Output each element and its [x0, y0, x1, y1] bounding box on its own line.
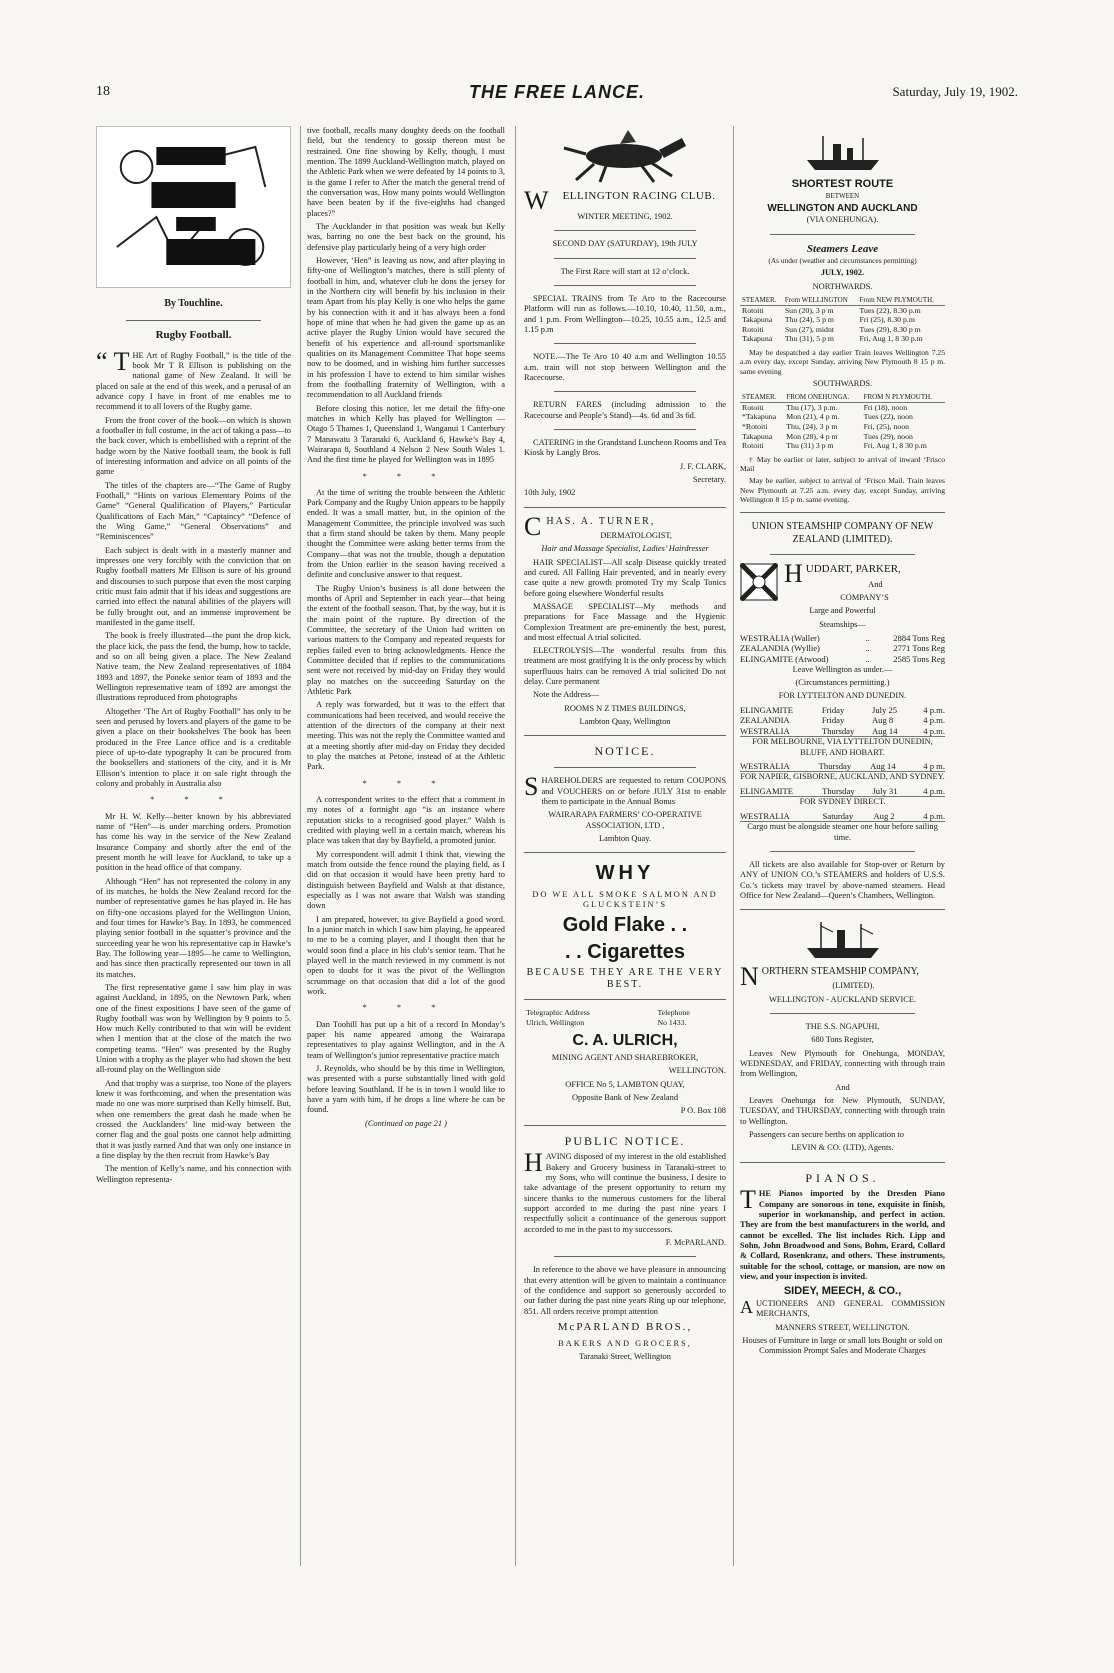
drop-cap: H — [524, 1148, 543, 1178]
turner-address-label: Note the Address— — [533, 690, 600, 700]
table-row: ZEALANDIA Friday Aug 8 4 p.m. — [740, 715, 945, 726]
divider — [524, 1125, 726, 1126]
notice-title: NOTICE. — [594, 744, 656, 759]
telephone-value: No 1433. — [657, 1017, 687, 1027]
southwards-note: † May be earlier or later, subject to arrival of inward ‘Frisco Mail — [740, 454, 945, 474]
divider — [554, 391, 696, 392]
divider — [740, 1162, 945, 1163]
because-line: BECAUSE THEY ARE THE VERY BEST. — [526, 966, 724, 990]
huddart-large: Large and Powerful — [809, 606, 876, 616]
sidey-street: MANNERS STREET, WELLINGTON. — [775, 1322, 910, 1332]
route-sydney: FOR SYDNEY DIRECT. — [799, 797, 886, 807]
mcparland-firm: McPARLAND BROS., — [557, 1321, 693, 1334]
southwards-label: SOUTHWARDS. — [812, 378, 873, 388]
wrc-fares: RETURN FARES (including admission to the Racecourse and People’s Stand)—4s. 6d and 3s 6d. — [524, 400, 726, 420]
col-header: From WELLINGTON — [783, 296, 858, 305]
wrc-first-race: The First Race will start at 12 o’clock. — [560, 266, 690, 276]
article-paragraph: However, ‘Hen” is leaving us now, and after playing in fifty-one of Wellington’s matches, there is still plenty of football in him, and, whatever club he dons the jersey for in the Northern city will benefit by his inclusion in their team Apart from his play Kelly is one who helps the game by his connection with it and it has always been a fond hope of mine that when he had given the game up as an active player the Rugby Union would have secured the benefit of his experience and all-round sportsmanlike qualities on its Management Committee That hope seems now to be doomed, and in wishing him further successes in his profession I have to extend to him similar wishes from the footballing fraternity of Wellington, with a recommendation to all Auckland friends — [307, 255, 505, 400]
column-advertisements-b — [740, 126, 945, 1360]
wrc-date: 10th July, 1902 — [524, 488, 576, 498]
ulrich-office: OFFICE No 5, LAMBTON QUAY, — [565, 1079, 685, 1089]
sports-illustration-icon — [97, 127, 290, 287]
table-row: *Takapuna Mon (21), 4 p m. Tues (22), noon — [742, 412, 913, 422]
page-header — [96, 84, 1018, 106]
divider — [770, 234, 915, 235]
table-row: ELINGAMITE Friday July 25 4 p.m. — [740, 704, 945, 715]
southwards-note: May be earlier, subject to arrival of ‘Frisco Mail. Train leaves New Plymouth at 7.25 a.m. every day, except Sunday, arriving Wellington 8 15 p m. same evening. — [740, 476, 945, 505]
public-notice-signature: F. McPARLAND. — [665, 1238, 726, 1248]
table-row: Rotoiti Thu (31) 3 p m Fri, Aug 1, 8 30 p.m — [742, 441, 927, 451]
between-label: BETWEEN — [825, 191, 860, 200]
divider — [524, 999, 726, 1000]
page-number: 18 — [96, 84, 110, 99]
public-notice-paragraph: HAVING disposed of my interest in the old established Bakery and Grocery business in Taranaki-street to my Sons, who will continue the business, I desire to take advantage of the present opportunity to return my sincere thanks to the numerous customers for the liberal support accorded to me during the past nine years I respectfully solicit a continuance of the generous support accorded to me in the past to my successors. — [524, 1148, 726, 1234]
article-paragraph: The mention of Kelly’s name, and his connection with Wellington representa- — [96, 1164, 291, 1184]
napier-table — [740, 786, 945, 798]
telegraphic-value: Ulrich, Wellington — [526, 1017, 585, 1027]
drop-cap: A — [740, 1296, 753, 1317]
drop-cap: N — [740, 962, 759, 992]
byline: By Touchline. — [164, 298, 223, 309]
separator-dots: * * * — [362, 778, 450, 788]
tickets-note: All tickets are also available for Stop-over or Return by ANY of UNION CO.’s STEAMERS and holders of U.S.S. Co.’s tickets may travel by above-named steamers. Head Office for New Zealand—Queen’s Chambers, Wellington. — [740, 859, 945, 900]
huddart-steamships: Steamships— — [819, 619, 866, 629]
wrc-meeting: WINTER MEETING, 1902. — [577, 212, 673, 221]
flag-icon — [740, 563, 778, 601]
weather-note: (As under (weather and circumstances permitting) — [768, 256, 917, 266]
wrc-secretary-title: Secretary. — [692, 474, 726, 484]
article-paragraph: “ T HE Art of Rugby Football,” is the title of the book Mr T R Ellison is publishing on the national game of New Zealand. It will be placed on sale at the end of this week, and a perusal of an advance copy I have in front of me enables me to recommend it to all lovers of the Rugby game. — [96, 346, 291, 412]
usc-title: UNION STEAMSHIP COMPANY OF NEW ZEALAND (LIMITED). — [751, 521, 934, 545]
article-paragraph: From the front cover of the book—on which is shown a footballer in full costume, in the act of taking a pass—to the back cover, which is embellished with a reprint of the badge worn by the Native football team, the book is full of interesting information and advice on all points of the game — [96, 415, 291, 477]
route-title: WELLINGTON AND AUCKLAND — [767, 203, 918, 215]
article-paragraph: Although “Hen” has not represented the colony in any of its matches, he holds the New Zealand record for the number of representative games he has played in. He has on fifty-one occasions played for the Wellington Union, and four times for Hawke’s Bay. In 1893, he commenced playing senior football in the squatter’s province and the succeeding year he won his representative cap in Hawke’s Bay. The following year—1895—he came to Wellington, and has since then practically represented our town in all its matches. — [96, 876, 291, 979]
ngapuhi-and: And — [835, 1082, 850, 1092]
route-via: (VIA ONEHUNGA). — [806, 215, 879, 225]
cargo-note: Cargo must be alongside steamer one hour before sailing time. — [747, 822, 938, 842]
table-row: Takapuna Mon (28), 4 p m Tues (29), noon — [742, 431, 913, 441]
turner-subtitle: Hair and Massage Specialist, Ladies’ Hairdresser — [541, 544, 709, 554]
article-paragraph: A correspondent writes to the effect that a comment in my notes of a fortnight ago “is an instance where reputation sticks to a recognised good player.” Walsh is credited with playing well in a certain match, whereas his place was taken that day by Bayfield, a promoted junior. — [307, 795, 505, 846]
divider — [554, 343, 696, 344]
wrc-heading: W ELLINGTON RACING CLUB. — [524, 186, 716, 215]
public-notice-title: PUBLIC NOTICE. — [564, 1133, 686, 1148]
wrc-note: NOTE.—The Te Aro 10 40 a.m and Wellington 10.55 a.m. train will not stop between Wellington and the Racecourse. — [524, 352, 726, 382]
sidey-trade: AUCTIONEERS AND GENERAL COMMISSION MERCHANTS, — [740, 1296, 945, 1319]
col-header: STEAMER. — [740, 296, 783, 305]
company-flag — [740, 563, 778, 601]
fleet-table — [740, 633, 945, 665]
drop-cap: W — [524, 186, 550, 215]
southwards-table — [740, 393, 945, 451]
article-paragraph: I am prepared, however, to give Bayfield a good word. In a junior match in which I saw him playing, he appeared to me to be a coming player, and I thought then that he would soon find a place in his club’s senior team. That he played well in the match reviewed in my comment is not open to doubt for it was the pivot of the Wellington scrummage on that occasion that did a lot of the good work. — [307, 914, 505, 996]
col-header: From NEW PLYMOUTH. — [858, 296, 946, 305]
article-paragraph: At the time of writing the trouble between the Athletic Park Company and the Rugby Union appears to be happily ended. It was a small matter, but, in the opinion of the Management Committee, the principle involved was such that a firm stand should be taken by them. Many people thought the Committee were asking better terms from the Company—that was not the trouble, though a deputation from the Union earlier in the season having received a definite and conclusive answer to that request. — [307, 487, 505, 580]
turner-title: DERMATOLOGIST, — [600, 530, 672, 540]
turner-heading: CHAS. A. TURNER, — [524, 511, 656, 541]
steamship-icon — [803, 918, 883, 962]
divider — [554, 285, 696, 286]
wrc-catering: CATERING in the Grandstand Luncheon Rooms and Tea Kiosk by Langly Bros. — [524, 437, 726, 458]
col-header: FROM ONEHUNGA. — [784, 393, 861, 402]
article-paragraph: A reply was forwarded, but it was to the effect that communications had been received, and would receive the attention of the directors of the company at their next meeting. This was not the reply the Committee wanted and at a meeting shortly after mid-day on Friday they decided to play the matches at Petone, instead of at the Athletic Park. — [307, 700, 505, 772]
article-paragraph: The Aucklander in that position was weak but Kelly was, barring no one the best back on the ground, his defensive play particularly being of a very high order — [307, 221, 505, 252]
divider — [126, 320, 261, 321]
table-row: *Rotoiti Thu, (24), 3 p m Fri, (25), noon — [742, 422, 910, 432]
steamers-leave: Steamers Leave — [806, 242, 879, 255]
separator-dots: * * * — [362, 1003, 450, 1013]
northwards-label: NORTHWARDS. — [812, 281, 873, 291]
masthead: THE FREE LANCE. — [468, 82, 645, 102]
sydney-table — [740, 811, 945, 823]
turner-quay: Lambton Quay, Wellington — [579, 717, 671, 727]
shortest-route: SHORTEST ROUTE — [791, 178, 894, 190]
ulrich-contact — [524, 1008, 726, 1027]
continued-note: (Continued on page 21 ) — [365, 1118, 447, 1128]
article-paragraph: The Rugby Union’s business is all done between the months of April and September in each year—that being the extent of the football season. That, by the way, but it is the main point of the rupture. By direction of the Committee, the secretary of the Union had written on various matters to the Company and repeated requests for replies failed even to bring acknowledgments. Hence the Committee decided that if replies to the communications sent were not received by mid-day on Friday they would play no matches on the succeeding Saturday on the Athletic Park — [307, 583, 505, 697]
cigarettes: . . Cigarettes — [564, 941, 686, 964]
article-paragraph: Altogether ‘The Art of Rugby Football” has only to be seen and perused by lovers and players of the game to be given a place on their bookshelves The book has been produced in the Free Lance office and is a creditable piece of up-to-date typography It can be procured from the booksellers and stationers of the city, and it is Mr Ellison’s intention to place it on sale right through the colony and probably in Australia also — [96, 706, 291, 788]
article-paragraph: Before closing this notice, let me detail the fifty-one matches in which Kelly has played for Wellington — Otago 5 Thames 1, Queensland 1, Wanganui 1 Canterbury 7 Manawatu 3 Taranaki 6, Auckland 6, Hawke’s Bay 4, Wairarapa 8, Southland 4 Nelson 2 New South Wales 1. And the first time he played for Wellington was in 1895 — [307, 403, 505, 465]
ulrich-city: WELLINGTON. — [668, 1066, 726, 1076]
notice-association: WAIRARAPA FARMERS’ CO-OPERATIVE ASSOCIATION, LTD , — [548, 810, 702, 830]
article-paragraph: J. Reynolds, who should be by this time in Wellington, was presented with a purse substantially lined with gold before leaving Southland. If he is in town I would like to have a yarn with him, if he drops a line where he can be found. — [307, 1063, 505, 1115]
column-sports — [96, 126, 291, 1188]
divider — [554, 1256, 696, 1257]
col-header: STEAMER. — [740, 393, 784, 402]
ulrich-name: C. A. ULRICH, — [572, 1032, 678, 1050]
pianos-paragraph: THE Pianos imported by the Dresden Piano Company are sonorous in tone, exquisite in finish, superior in workmanship, and perfect in action. They are from the best manufacturers in the world, and cannot be excelled. The list includes Rich. Lipp and Sohn, John Broadwood and Sons, Bohm, Erard, Collard & Collard, Rosenkranz, and others. These instruments, suitable for the school, cottage, or mansion, are now on view, and your inspection is invited. — [740, 1185, 945, 1282]
column-rule — [733, 126, 734, 1566]
article-paragraph: And that trophy was a surprise, too None of the players knew it was forthcoming, and when the presentation was made no one was more surprised than Kelly himself. But, when one remembers the great dash he made when he crossed the Aucklanders’ line mid-way between the corner flag and the goal posts one cannot help admitting that it was justly earned And that was only one instance in a fine display by the then recruit from Hawke’s Bay — [96, 1078, 291, 1161]
section-title: Rugby Football. — [155, 329, 232, 342]
turner-paragraph: MASSAGE SPECIALIST—My methods and preparations for Face Massage and the Hygienic Complexion Treatment are pre-eminently the best, purest, and most effectual A trial solicited. — [524, 601, 726, 642]
article-paragraph: My correspondent will admit I think that, viewing the match from outside the fence round the playing field, as I did on that occasion it would have been pretty hard to distinguish between Bayfield and Walsh at that distance, especially as I was not aware that Walsh was standing down — [307, 849, 505, 911]
ngapuhi-paragraph: Leaves New Plymouth for Onehunga, MONDAY, WEDNESDAY, and FRIDAY, connecting with through train from Wellington, — [740, 1048, 945, 1079]
sidey-name: SIDEY, MEECH, & CO., — [783, 1285, 902, 1298]
circumstances: (Circumstances permitting.) — [795, 677, 890, 687]
northern-engraving — [740, 918, 945, 962]
telegraphic-label: Telegraphic Address — [526, 1008, 590, 1018]
why-heading: WHY — [595, 862, 655, 885]
ulrich-title: MINING AGENT AND SHAREBROKER, — [551, 1053, 699, 1063]
ngapuhi-tons: 680 Tons Register, — [811, 1035, 874, 1045]
table-row: ELINGAMITE (Atwood) .. 2585 Tons Reg — [740, 653, 945, 664]
table-row: Takapuna Thu (31), 5 p m Fri, Aug 1, 8 30 p.m — [742, 334, 923, 344]
divider — [554, 429, 696, 430]
column-rule — [300, 126, 301, 1566]
table-row: Rotoiti Sun (20), 3 p m Tues (22), 8.30 p.m — [742, 305, 921, 315]
turner-paragraph: ELECTROLYSIS—The wonderful results from this treatment are most gratifying It is the only process by which superfluous hairs can be removed A trial solicited Do not delay. Cure permanent — [524, 646, 726, 687]
article-paragraph: tive football, recalls many doughty deeds on the football field, but the tendency to gossip thereon must be restrained. One fine showing by Kelly, though, I must mention. The 1899 Auckland-Wellington match, played on the Athletic Park when we were defeated by 14 points to 3, is the game I refer to After the match the general trend of the conversation was, How many points would Wellington have been beaten by if the five-eighths had changed places?” — [307, 126, 505, 218]
drop-cap: H — [784, 559, 803, 588]
article-paragraph: The book is freely illustrated—the punt the drop kick, the place kick, the pass the fend, the bump, how to tackle, and so on all being given a place. The New Zealand Native team, the New Zealand representatives of 1884 1893 and 1897, the Poneke senior team of 1893 and the Wellington representative team of 1892 are amongst the illustrations reproduced from photographs — [96, 631, 291, 703]
ulrich-opposite: Opposite Bank of New Zealand — [571, 1093, 679, 1103]
table-row: Rotoiti Thu (17), 3 p.m. Fri (18), noon — [742, 402, 908, 412]
northern-limited: (LIMITED). — [832, 981, 875, 991]
divider — [554, 767, 696, 768]
table-row: WESTRALIA Saturday Aug 2 4 p.m. — [740, 810, 945, 821]
gold-flake: Gold Flake . . — [562, 914, 688, 937]
schedule-month: JULY, 1902. — [820, 268, 865, 278]
article-paragraph: Dan Toohill has put up a bit of a record In Monday’s paper his name appeared among the Wairarapa representatives to play against Wellington, and in the A team of Wellington’s junior representative practice match — [307, 1019, 505, 1060]
ngapuhi-paragraph: Leaves Onehunga for New Plymouth, SUNDAY, TUESDAY, and THURSDAY, connecting with through train to Wellington. — [740, 1096, 945, 1126]
mcparland-trade: BAKERS AND GROCERS, — [558, 1338, 692, 1348]
racing-engraving — [524, 126, 726, 184]
wrc-secretary-name: J. F. CLARK, — [679, 461, 726, 471]
route-lyttelton-dunedin: FOR LYTTELTON AND DUNEDIN. — [778, 691, 907, 701]
ngapuhi-name: THE S.S. NGAPUHI, — [805, 1022, 880, 1032]
turner-rooms: ROOMS N Z TIMES BUILDINGS, — [564, 703, 686, 713]
pianos-title: PIANOS. — [805, 1170, 880, 1185]
divider — [740, 512, 945, 513]
ulrich-box: P O. Box 108 — [680, 1106, 726, 1116]
sports-pastimes-logo — [96, 126, 291, 288]
public-notice-paragraph: In reference to the above we have pleasure in announcing that every attention will be given to maintain a continuance of the confidence and support so generously accorded to our father during the past nine years Ring up our telephone, 851. All orders receive prompt attention — [524, 1265, 726, 1316]
divider — [770, 554, 915, 555]
why-line: DO WE ALL SMOKE SALMON AND GLUCKSTEIN’S — [532, 889, 718, 910]
divider — [524, 735, 726, 736]
table-row: WESTRALIA (Waller) .. 2884 Tons Reg — [740, 632, 945, 643]
turner-paragraph: HAIR SPECIALIST—All scalp Disease quickly treated and cured. All Falling Hair prevented, and in nearly every case quite a new growth promoted Try my Scalp Tonics before going elsewhere Wonderful results — [524, 557, 726, 598]
northern-heading: NORTHERN STEAMSHIP COMPANY, — [740, 962, 919, 992]
column-sports-continued — [307, 126, 505, 1132]
mcparland-address: Taranaki Street, Wellington — [579, 1351, 671, 1361]
article-paragraph: Mr H. W. Kelly—better known by his abbreviated name of “Hen”—is under marching orders. Promotion has come his way in the service of the New Zealand Insurance Company and shortly after the end of the present month he will leave for Auckland, to take up a position in the head office of that company. — [96, 811, 291, 873]
divider — [770, 1013, 915, 1014]
article-paragraph: Each subject is dealt with in a masterly manner and impresses one very forcibly with the conviction that on Rugby football matters Mr Ellison is sure of his ground and discourses to such purpose that even the most carping critic must fain admit that if his ideas and suggestions are carried into effect the natural abilities of the players will be fully brought out, and an immense improvement be manifested in the game itself. — [96, 545, 291, 628]
northwards-note: May be despatched a day earlier Train leaves Wellington 7.25 a.m every day, except Sunday, arriving New Plymouth 8 15 p m. same evening — [740, 347, 945, 376]
northwards-table — [740, 296, 945, 344]
levin-agents: LEVIN & CO. (LTD), Agents. — [791, 1143, 894, 1153]
drop-cap: C — [524, 511, 544, 541]
table-row: Takapuna Thu (24), 5 p m Fri (25), 8.30 p.m — [742, 315, 915, 325]
wrc-day: SECOND DAY (SATURDAY), 19th JULY — [552, 239, 698, 249]
passengers-note: Passengers can secure berths on application to — [749, 1130, 904, 1140]
divider — [740, 909, 945, 910]
col-header: FROM N PLYMOUTH. — [862, 393, 945, 402]
huddart-company: COMPANY’S — [840, 592, 889, 602]
divider — [524, 507, 726, 508]
notice-place: Lambton Quay. — [598, 833, 652, 843]
racehorse-icon — [524, 126, 726, 184]
huddart-and: And — [868, 579, 883, 589]
huddart-heading: HUDDART, PARKER, — [784, 559, 901, 588]
drop-cap: T — [740, 1185, 756, 1215]
article-paragraph: The titles of the chapters are—“The Game of Rugby Football,” “Hints on various Elementary Points of the Game” “General Qualification of Players,” Particular Qualifications of Each Man,” “Captaincy” “Defence of the Wing Game,” “General Observations” and “Reminiscences” — [96, 480, 291, 542]
telephone-label: Telephone — [657, 1008, 690, 1018]
route-melbourne: FOR MELBOURNE, VIA LYTTELTON DUNEDIN, BLUFF, AND HOBART. — [752, 737, 933, 757]
article-paragraph: The first representative game I saw him play in was against Auckland, in 1895, on the Newtown Park, when one of the finest expositions I have seen of the game of Rugby football was won by Wellington by 9 points to 5. How much Kelly contributed to that win will be evident when I mention that at the close of the match the two competing teams. “Hen” was presented by the Rugby Union with a trophy as the player who had shown the best all-round play on the Wellington side — [96, 982, 291, 1075]
divider — [524, 852, 726, 853]
steamship-icon — [803, 130, 883, 174]
melbourne-table — [740, 761, 945, 773]
table-row: ZEALANDIA (Wyllie) .. 2771 Tons Reg — [740, 643, 945, 654]
table-row: WESTRALIA Thursday Aug 14 4 p m. — [740, 760, 945, 771]
column-advertisements-a — [524, 126, 726, 1365]
divider — [554, 258, 696, 259]
issue-date: Saturday, July 19, 1902. — [892, 84, 1018, 99]
steamer-engraving — [740, 130, 945, 174]
leave-wellington: Leave Wellington as under.— — [792, 664, 893, 674]
drop-cap: “ T — [96, 346, 130, 376]
separator-dots: * * * — [150, 795, 237, 805]
separator-dots: * * * — [362, 471, 450, 481]
route-napier: FOR NAPIER, GISBORNE, AUCKLAND, AND SYDNEY. — [740, 772, 945, 782]
sidey-note: Houses of Furniture in large or small lots Bought or sold on Commission Prompt Sales and Moderate Charges — [742, 1335, 943, 1356]
divider — [770, 851, 915, 852]
table-row: WESTRALIA Thursday Aug 14 4 p.m. — [740, 725, 945, 736]
column-rule — [515, 126, 516, 1566]
table-row: Rotoiti Sun (27), midnt Tues (29), 8.30 p m — [742, 324, 921, 334]
table-row: ELINGAMITE Thursday July 31 4 p.m. — [740, 785, 945, 796]
wrc-trains: SPECIAL TRAINS from Te Aro to the Racecourse Platform will run as follows.—10.10, 10.40, 11.50, a.m., and 1 p.m. From Wellington—10.25, 10.55 a.m., 12.5 and 1.15 p.m — [524, 293, 726, 334]
northern-service: WELLINGTON - AUCKLAND SERVICE. — [768, 994, 917, 1004]
lyttelton-table — [740, 705, 945, 738]
notice-paragraph: SHAREHOLDERS are requested to return COUPONS and VOUCHERS on or before JULY 31st to enable them to participate in the Annual Bonus — [524, 772, 726, 806]
divider — [554, 230, 696, 231]
drop-cap: S — [524, 772, 539, 802]
